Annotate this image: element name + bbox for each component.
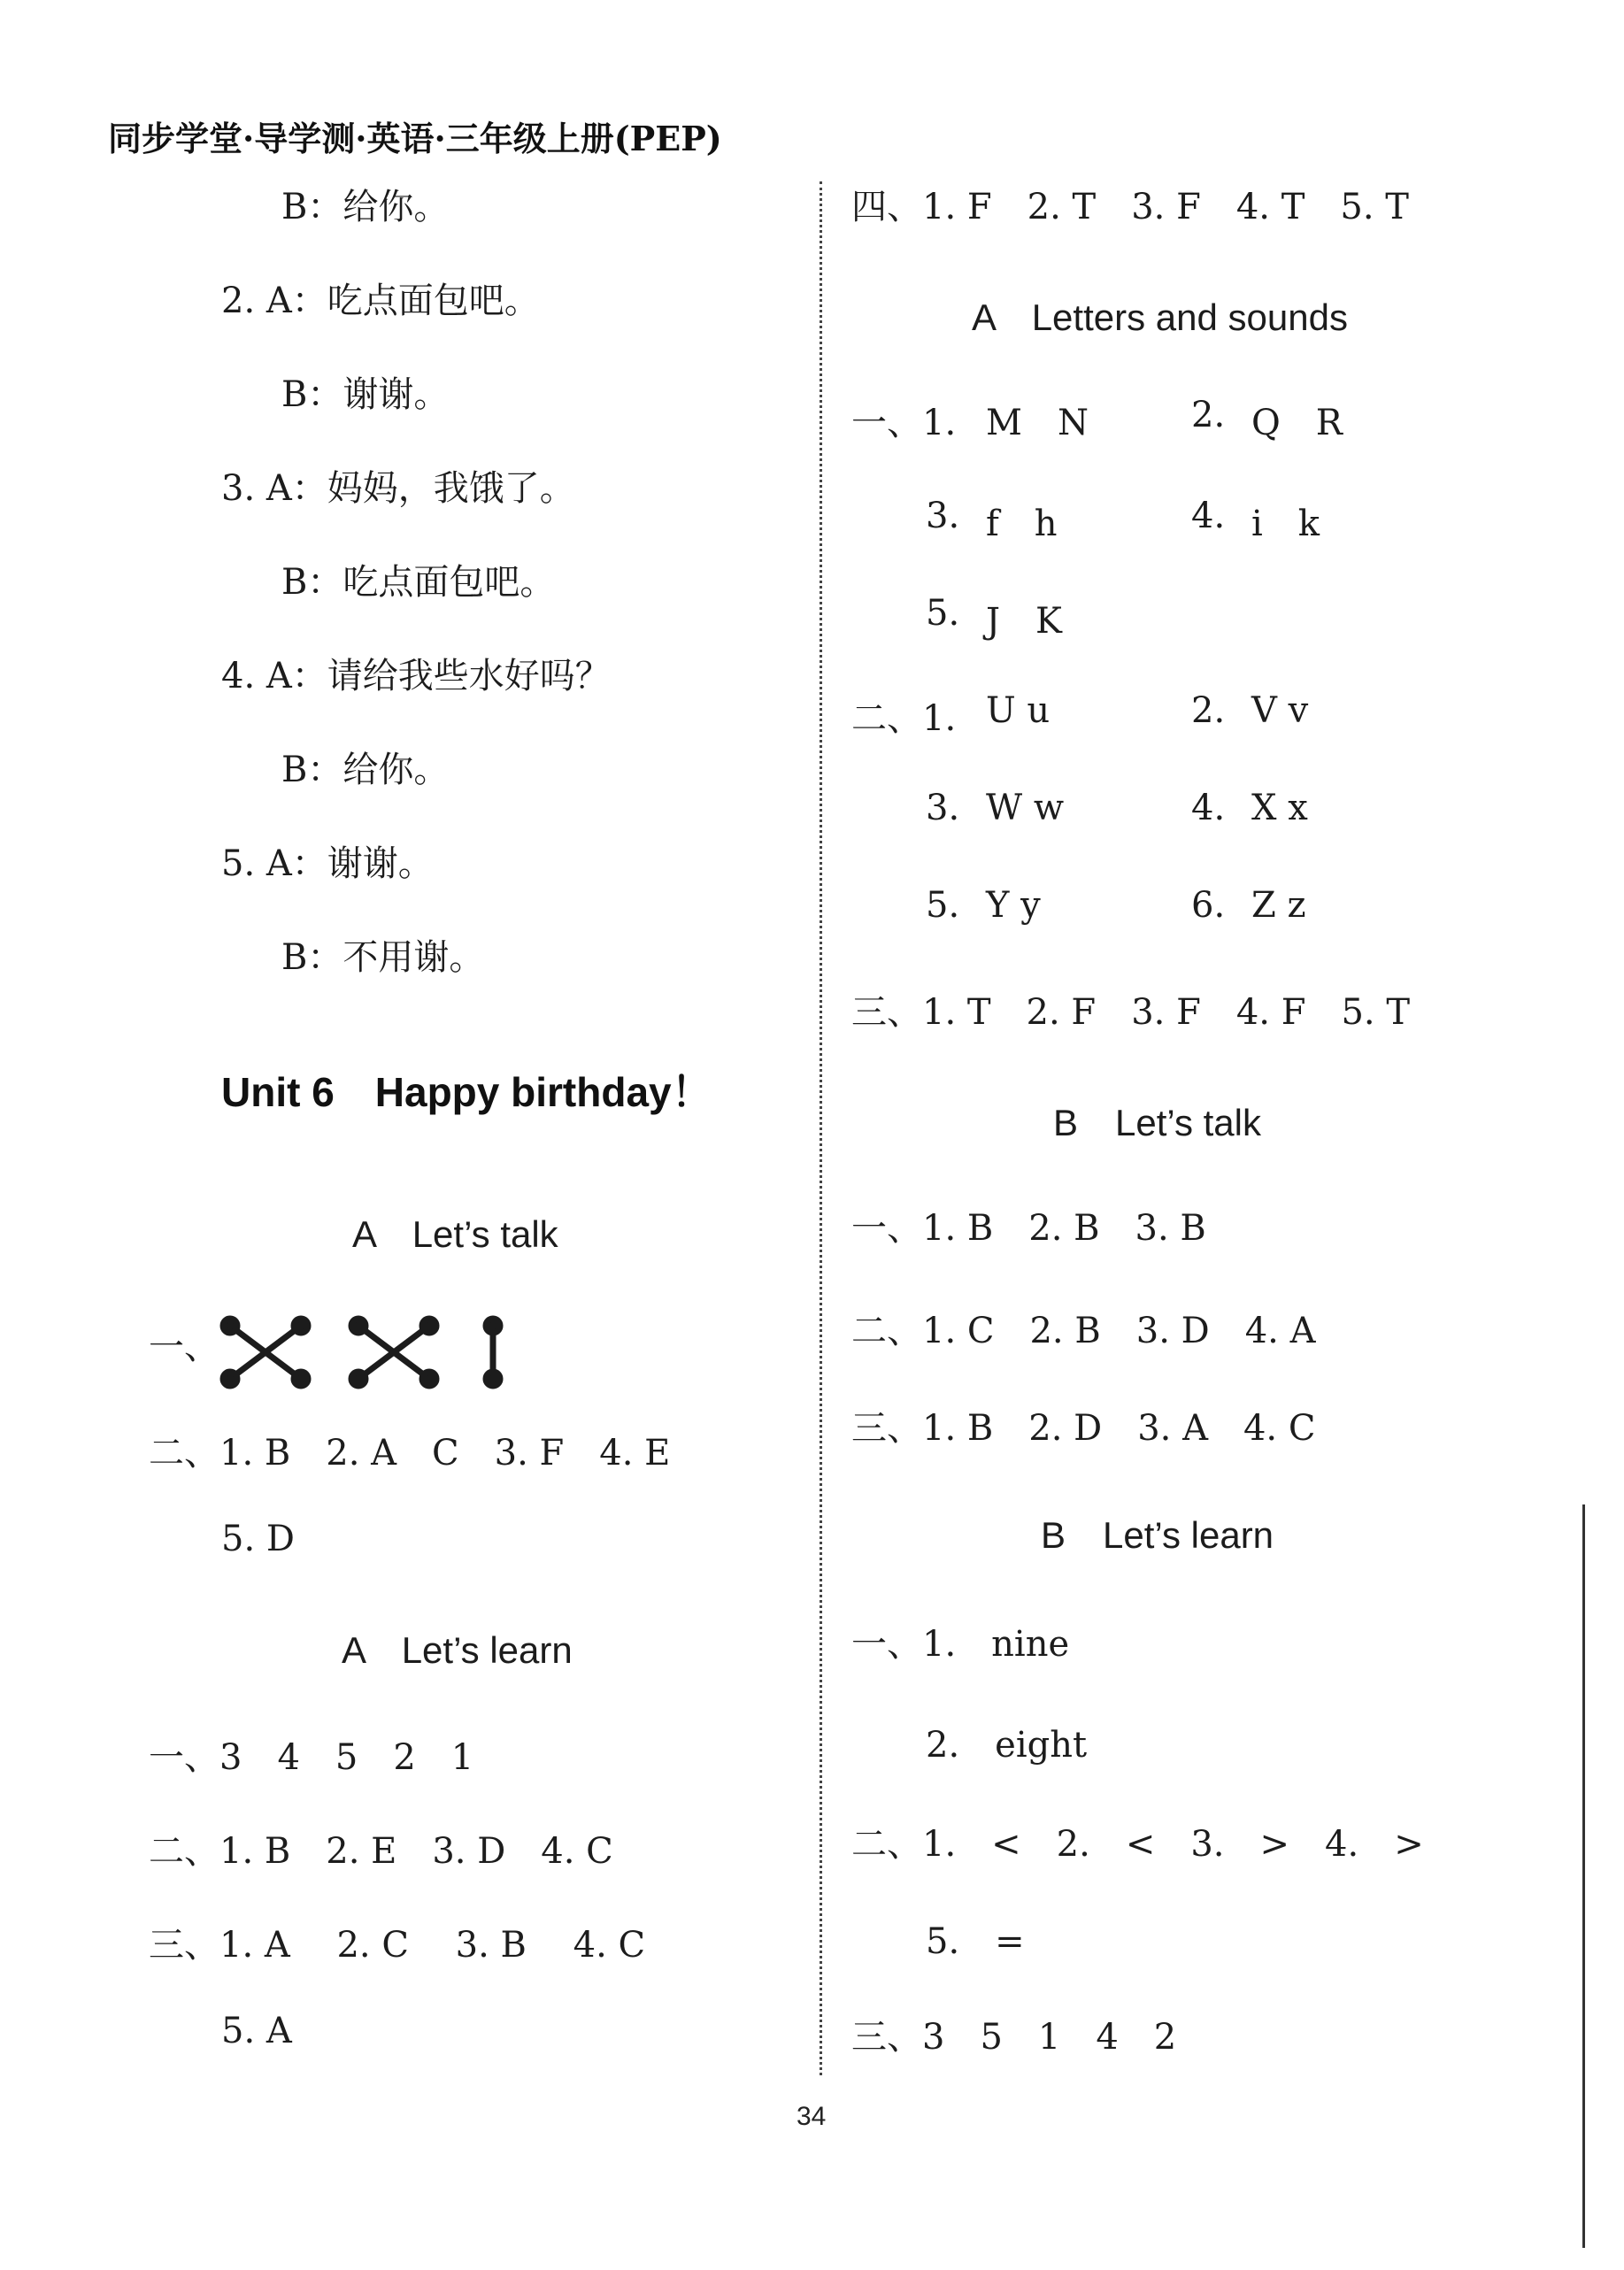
dialogue-line: B：给你。 <box>281 187 450 227</box>
answer-line: 5. A <box>221 2011 292 2051</box>
answer-line: 三、1. B 2. D 3. A 4. C <box>851 1408 1316 1449</box>
answer-label: 5. <box>926 885 960 926</box>
section-heading-b-talk: B Let’s talk <box>1053 1102 1261 1143</box>
answer-value: W w <box>986 788 1065 828</box>
answer-value: U u <box>986 690 1051 731</box>
answer-value: V v <box>1251 690 1309 731</box>
match-dot <box>422 1372 436 1386</box>
answer-line: 2. eight <box>926 1725 1088 1766</box>
match-dot <box>351 1372 366 1386</box>
match-dot <box>223 1372 237 1386</box>
answer-value: M N <box>986 403 1089 443</box>
dialogue-line: 2. A：吃点面包吧。 <box>221 281 540 321</box>
answer-value: X x <box>1251 788 1308 828</box>
dialogue-line: 4. A：请给我些水好吗？ <box>221 656 611 696</box>
answer-label: 一、1. <box>851 403 957 443</box>
dialogue-line: B：吃点面包吧。 <box>281 562 556 603</box>
dialogue-line: B：给你。 <box>281 750 450 790</box>
answer-label: 2. <box>1191 690 1226 731</box>
answer-line: 一、1. B 2. B 3. B <box>851 1208 1206 1249</box>
dialogue-line: B：不用谢。 <box>281 937 485 978</box>
answer-label: 二、1. <box>851 698 957 739</box>
section-heading-a-talk: A Let’s talk <box>352 1213 558 1255</box>
matching-lines-diagram <box>150 1310 522 1407</box>
unit-title: Unit 6 Happy birthday！ <box>221 1069 712 1115</box>
answer-label: 3. <box>926 496 960 536</box>
dialogue-line: B：谢谢。 <box>281 374 450 415</box>
dialogue-line: 3. A：妈妈，我饿了。 <box>221 468 575 509</box>
answer-value: Q R <box>1251 403 1343 443</box>
section-heading-letters-sounds: A Letters and sounds <box>972 296 1348 338</box>
book-header-title: 同步学堂·导学测·英语·三年级上册(PEP) <box>108 119 722 158</box>
answer-value: J K <box>986 601 1062 642</box>
answer-label: 6. <box>1191 885 1226 926</box>
answer-value: Y y <box>986 885 1041 926</box>
answer-line: 5. D <box>221 1519 295 1559</box>
answer-line: 二、1. B 2. A C 3. F 4. E <box>149 1433 671 1474</box>
question-label: 一、 <box>149 1327 219 1367</box>
match-dot <box>486 1319 500 1333</box>
page-number: 34 <box>797 2102 827 2131</box>
answer-line: 二、1. B 2. E 3. D 4. C <box>149 1831 613 1872</box>
answer-line: 5. = <box>926 1921 1025 1962</box>
answer-value: Z z <box>1251 885 1306 926</box>
answer-label: 4. <box>1191 496 1226 536</box>
column-divider <box>820 181 822 2075</box>
page-edge-line <box>1582 1504 1585 2248</box>
answer-line: 一、3 4 5 2 1 <box>149 1737 474 1778</box>
answer-label: 2. <box>1191 395 1226 435</box>
answer-label: 4. <box>1191 788 1226 828</box>
answer-line: 三、1. T 2. F 3. F 4. F 5. T <box>851 992 1411 1033</box>
match-dot <box>422 1319 436 1333</box>
answer-value: i k <box>1251 504 1320 544</box>
answer-line: 三、3 5 1 4 2 <box>851 2017 1177 2058</box>
answer-label: 5. <box>926 593 960 634</box>
answer-line: 一、1. nine <box>851 1624 1070 1665</box>
match-dot <box>294 1372 308 1386</box>
dialogue-line: 5. A：谢谢。 <box>221 843 434 884</box>
match-dot <box>294 1319 308 1333</box>
answer-line: 四、1. F 2. T 3. F 4. T 5. T <box>851 187 1409 227</box>
match-dot <box>351 1319 366 1333</box>
answer-line: 二、1. < 2. < 3. > 4. > <box>851 1824 1424 1865</box>
answer-label: 3. <box>926 788 960 828</box>
section-heading-b-learn: B Let’s learn <box>1041 1514 1274 1556</box>
match-dot <box>223 1319 237 1333</box>
section-heading-a-learn: A Let’s learn <box>342 1629 573 1671</box>
answer-line: 二、1. C 2. B 3. D 4. A <box>851 1311 1316 1351</box>
answer-value: f h <box>986 504 1058 544</box>
match-dot <box>486 1372 500 1386</box>
answer-line: 三、1. A 2. C 3. B 4. C <box>149 1925 646 1966</box>
